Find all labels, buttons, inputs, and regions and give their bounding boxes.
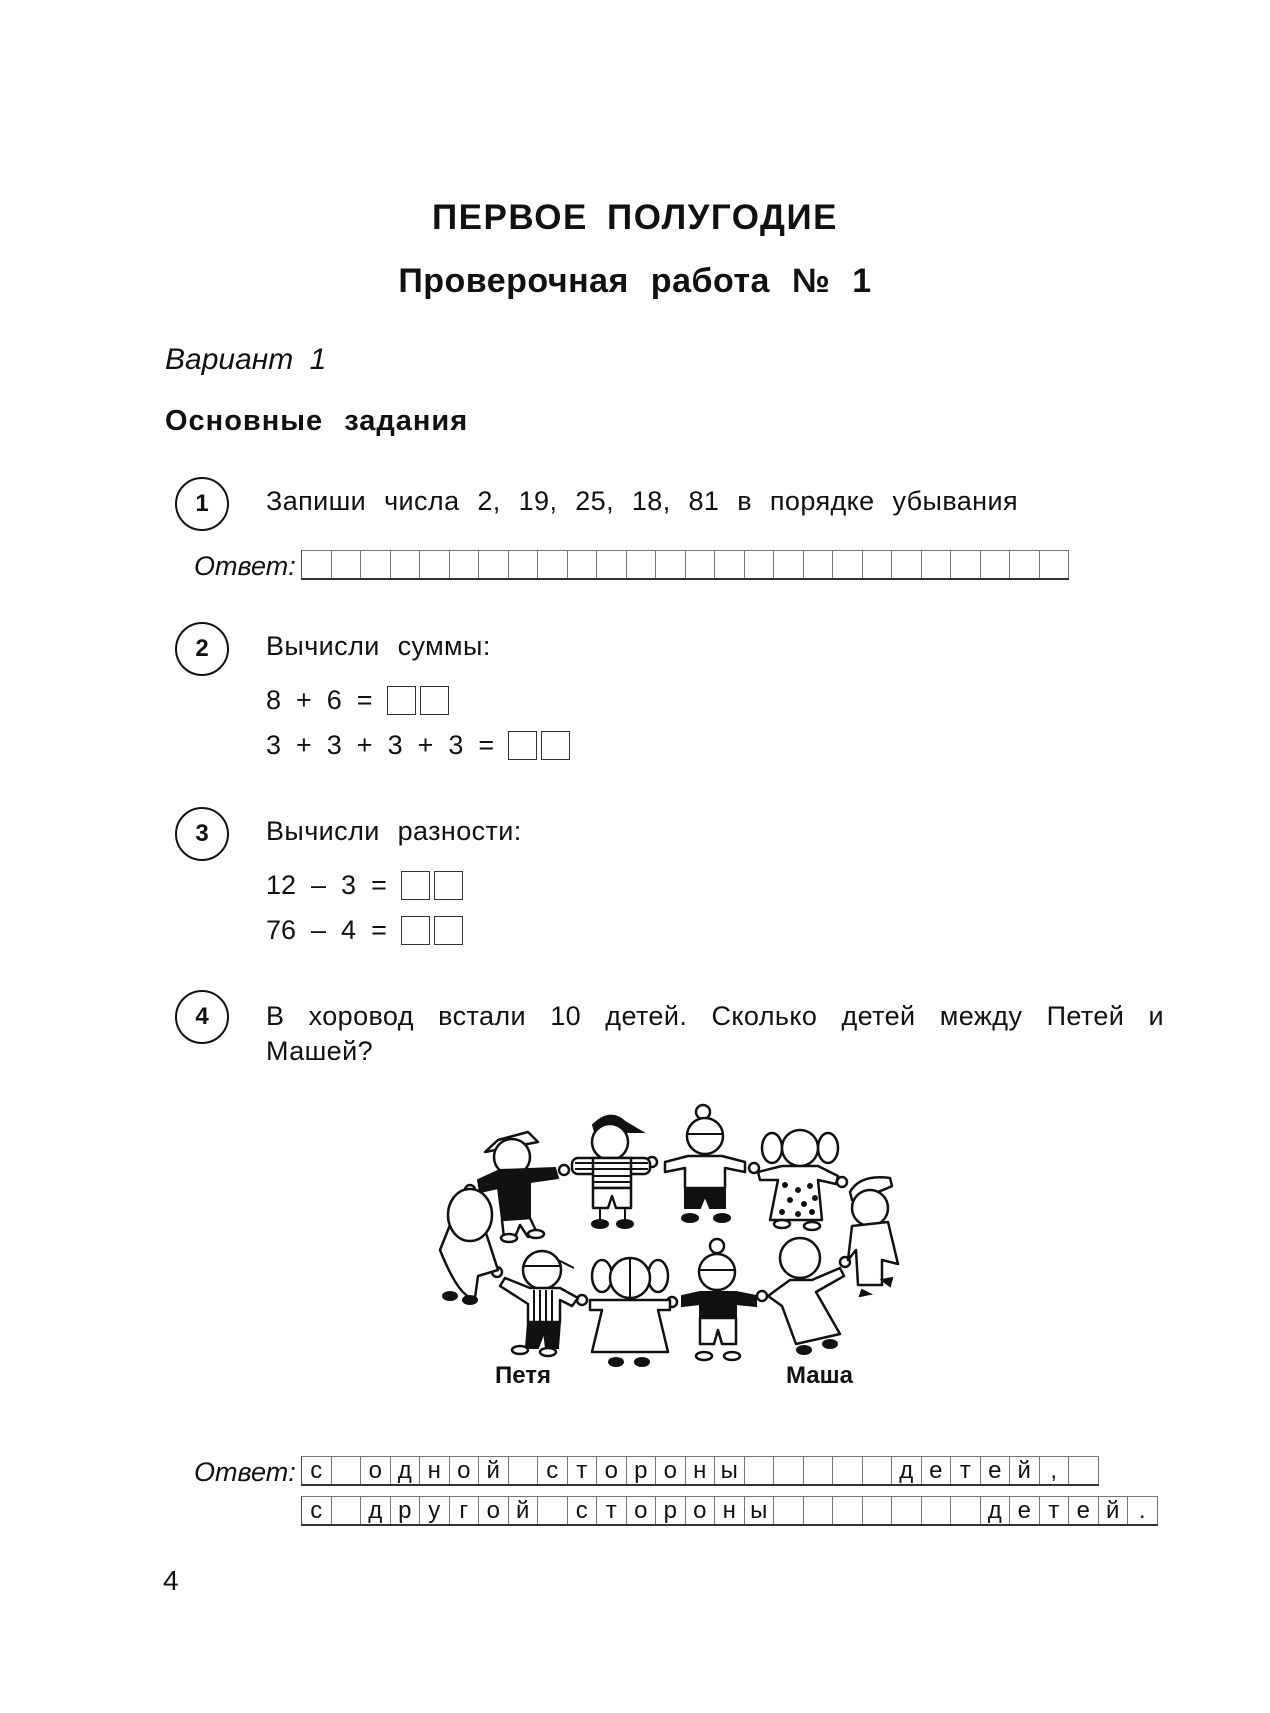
task-number-badge — [175, 477, 229, 531]
task-number: 3 — [195, 820, 209, 847]
task-number-badge — [175, 990, 229, 1044]
answer-cell[interactable] — [538, 551, 568, 578]
answer-cell[interactable] — [863, 551, 893, 578]
variant-label: Вариант 1 — [165, 343, 327, 376]
answer-label: Ответ: — [194, 1457, 296, 1487]
answer-cell[interactable]: г — [450, 1497, 480, 1524]
answer-cell[interactable] — [863, 1497, 893, 1524]
answer-box[interactable] — [541, 731, 570, 760]
answer-cell[interactable] — [804, 1497, 834, 1524]
answer-cell[interactable] — [774, 1497, 804, 1524]
answer-cell[interactable] — [656, 551, 686, 578]
section-heading: Основные задания — [165, 405, 469, 437]
answer-box[interactable] — [387, 686, 416, 715]
answer-cell[interactable] — [479, 551, 509, 578]
answer-cell[interactable] — [509, 551, 539, 578]
answer-cell[interactable]: ы — [745, 1497, 775, 1524]
answer-cell[interactable]: е — [1069, 1497, 1099, 1524]
equation-expression: 8 + 6 = — [266, 685, 373, 715]
answer-cell[interactable]: о — [686, 1497, 716, 1524]
answer-box[interactable] — [420, 686, 449, 715]
answer-cell[interactable] — [627, 551, 657, 578]
answer-cell[interactable]: й — [479, 1457, 509, 1484]
answer-cell[interactable]: т — [568, 1457, 598, 1484]
page-number: 4 — [163, 1565, 179, 1596]
answer-cell[interactable]: е — [1010, 1497, 1040, 1524]
equation-expression: 76 – 4 = — [266, 915, 387, 945]
task-number: 4 — [195, 1003, 209, 1030]
answer-cell[interactable]: у — [420, 1497, 450, 1524]
answer-cell[interactable]: д — [361, 1497, 391, 1524]
petya-label: Петя — [495, 1362, 552, 1389]
answer-cell[interactable]: й — [1099, 1497, 1129, 1524]
answer-cell[interactable] — [538, 1497, 568, 1524]
child-figure — [848, 1177, 898, 1296]
answer-cell[interactable] — [922, 551, 952, 578]
child-figure — [665, 1105, 745, 1222]
child-figure — [590, 1258, 670, 1366]
answer-cell[interactable]: о — [656, 1457, 686, 1484]
answer-cell[interactable]: о — [450, 1457, 480, 1484]
answer-cell[interactable]: т — [1040, 1497, 1070, 1524]
answer-label: Ответ: — [194, 551, 296, 581]
answer-cell[interactable]: с — [302, 1497, 332, 1524]
answer-cell[interactable]: е — [981, 1457, 1011, 1484]
answer-cell[interactable] — [332, 1497, 362, 1524]
equation-expression: 12 – 3 = — [266, 870, 387, 900]
answer-cell[interactable] — [774, 551, 804, 578]
task-2-text: Вычисли суммы: — [266, 631, 491, 661]
answer-cell[interactable] — [981, 551, 1011, 578]
equation-expression: 3 + 3 + 3 + 3 = — [266, 730, 495, 760]
page-title: ПЕРВОЕ ПОЛУГОДИЕ — [432, 198, 838, 237]
answer-cell[interactable] — [951, 551, 981, 578]
task-number-badge — [175, 622, 229, 676]
round-dance-illustration — [420, 1100, 920, 1400]
task-number: 1 — [195, 490, 209, 517]
answer-cell[interactable] — [450, 551, 480, 578]
masha-label: Маша — [786, 1362, 853, 1389]
answer-cell[interactable] — [420, 551, 450, 578]
answer-box[interactable] — [401, 871, 430, 900]
answer-cell[interactable]: т — [951, 1457, 981, 1484]
answer-cell[interactable] — [922, 1497, 952, 1524]
equation-row — [266, 870, 463, 901]
answer-cell[interactable]: с — [302, 1457, 332, 1484]
answer-cell[interactable]: р — [627, 1457, 657, 1484]
answer-cell[interactable] — [774, 1457, 804, 1484]
answer-box[interactable] — [434, 916, 463, 945]
answer-box[interactable] — [434, 871, 463, 900]
answer-cell[interactable] — [1069, 1457, 1099, 1484]
answer-box[interactable] — [401, 916, 430, 945]
task-number: 2 — [195, 635, 209, 662]
worksheet-subtitle: Проверочная работа № 1 — [398, 262, 872, 300]
answer-cell[interactable]: , — [1040, 1457, 1070, 1484]
child-figure-masha — [768, 1238, 844, 1354]
answer-cell[interactable] — [509, 1457, 539, 1484]
answer-cell[interactable] — [686, 551, 716, 578]
answer-box[interactable] — [508, 731, 537, 760]
task-3-text: Вычисли разности: — [266, 816, 522, 846]
answer-cell[interactable]: о — [627, 1497, 657, 1524]
answer-cell[interactable] — [361, 551, 391, 578]
answer-cell[interactable]: е — [922, 1457, 952, 1484]
answer-cell[interactable]: н — [715, 1497, 745, 1524]
answer-cell[interactable]: . — [1128, 1497, 1158, 1524]
answer-cell[interactable] — [715, 551, 745, 578]
answer-cell[interactable]: о — [597, 1457, 627, 1484]
child-figure-petya — [500, 1251, 578, 1356]
task-1-answer-grid[interactable] — [301, 550, 1069, 580]
answer-cell[interactable]: с — [568, 1497, 598, 1524]
answer-cell[interactable] — [332, 1457, 362, 1484]
answer-cell[interactable]: о — [479, 1497, 509, 1524]
answer-cell[interactable] — [1010, 551, 1040, 578]
answer-cell[interactable] — [745, 1457, 775, 1484]
answer-cell[interactable] — [833, 1497, 863, 1524]
task-4-answer-row-1[interactable] — [301, 1456, 1099, 1486]
task-number-badge — [175, 807, 229, 861]
answer-cell[interactable]: н — [686, 1457, 716, 1484]
answer-cell[interactable]: р — [656, 1497, 686, 1524]
answer-cell[interactable] — [892, 1497, 922, 1524]
answer-cell[interactable]: д — [892, 1457, 922, 1484]
equation-row — [266, 915, 463, 946]
answer-cell[interactable]: о — [361, 1457, 391, 1484]
equation-row — [266, 730, 570, 761]
child-figure — [572, 1116, 650, 1228]
child-figure — [440, 1189, 498, 1304]
child-figure — [758, 1130, 838, 1230]
answer-cell[interactable]: д — [981, 1497, 1011, 1524]
answer-cell[interactable]: с — [538, 1457, 568, 1484]
answer-cell[interactable] — [391, 551, 421, 578]
answer-cell[interactable]: н — [420, 1457, 450, 1484]
task-4-text: В хоровод встали 10 детей. Сколько детей между Петей и Машей? — [266, 1001, 1164, 1066]
answer-cell[interactable]: й — [509, 1497, 539, 1524]
answer-cell[interactable] — [804, 551, 834, 578]
answer-cell[interactable]: д — [391, 1457, 421, 1484]
answer-cell[interactable]: й — [1010, 1457, 1040, 1484]
answer-cell[interactable] — [863, 1457, 893, 1484]
task-1-text: Запиши числа 2, 19, 25, 18, 81 в порядке убывания — [266, 486, 1018, 516]
answer-cell[interactable] — [804, 1457, 834, 1484]
answer-cell[interactable]: р — [391, 1497, 421, 1524]
answer-cell[interactable] — [597, 551, 627, 578]
child-figure — [682, 1239, 756, 1360]
answer-cell[interactable] — [1040, 551, 1070, 578]
answer-cell[interactable]: т — [597, 1497, 627, 1524]
answer-cell[interactable]: ы — [715, 1457, 745, 1484]
task-4-answer-row-2[interactable] — [301, 1496, 1158, 1526]
answer-cell[interactable] — [833, 1457, 863, 1484]
answer-cell[interactable] — [302, 551, 332, 578]
answer-cell[interactable] — [892, 551, 922, 578]
answer-cell[interactable] — [745, 551, 775, 578]
answer-cell[interactable] — [833, 551, 863, 578]
equation-row — [266, 685, 449, 716]
answer-cell[interactable] — [951, 1497, 981, 1524]
answer-cell[interactable] — [332, 551, 362, 578]
answer-cell[interactable] — [568, 551, 598, 578]
